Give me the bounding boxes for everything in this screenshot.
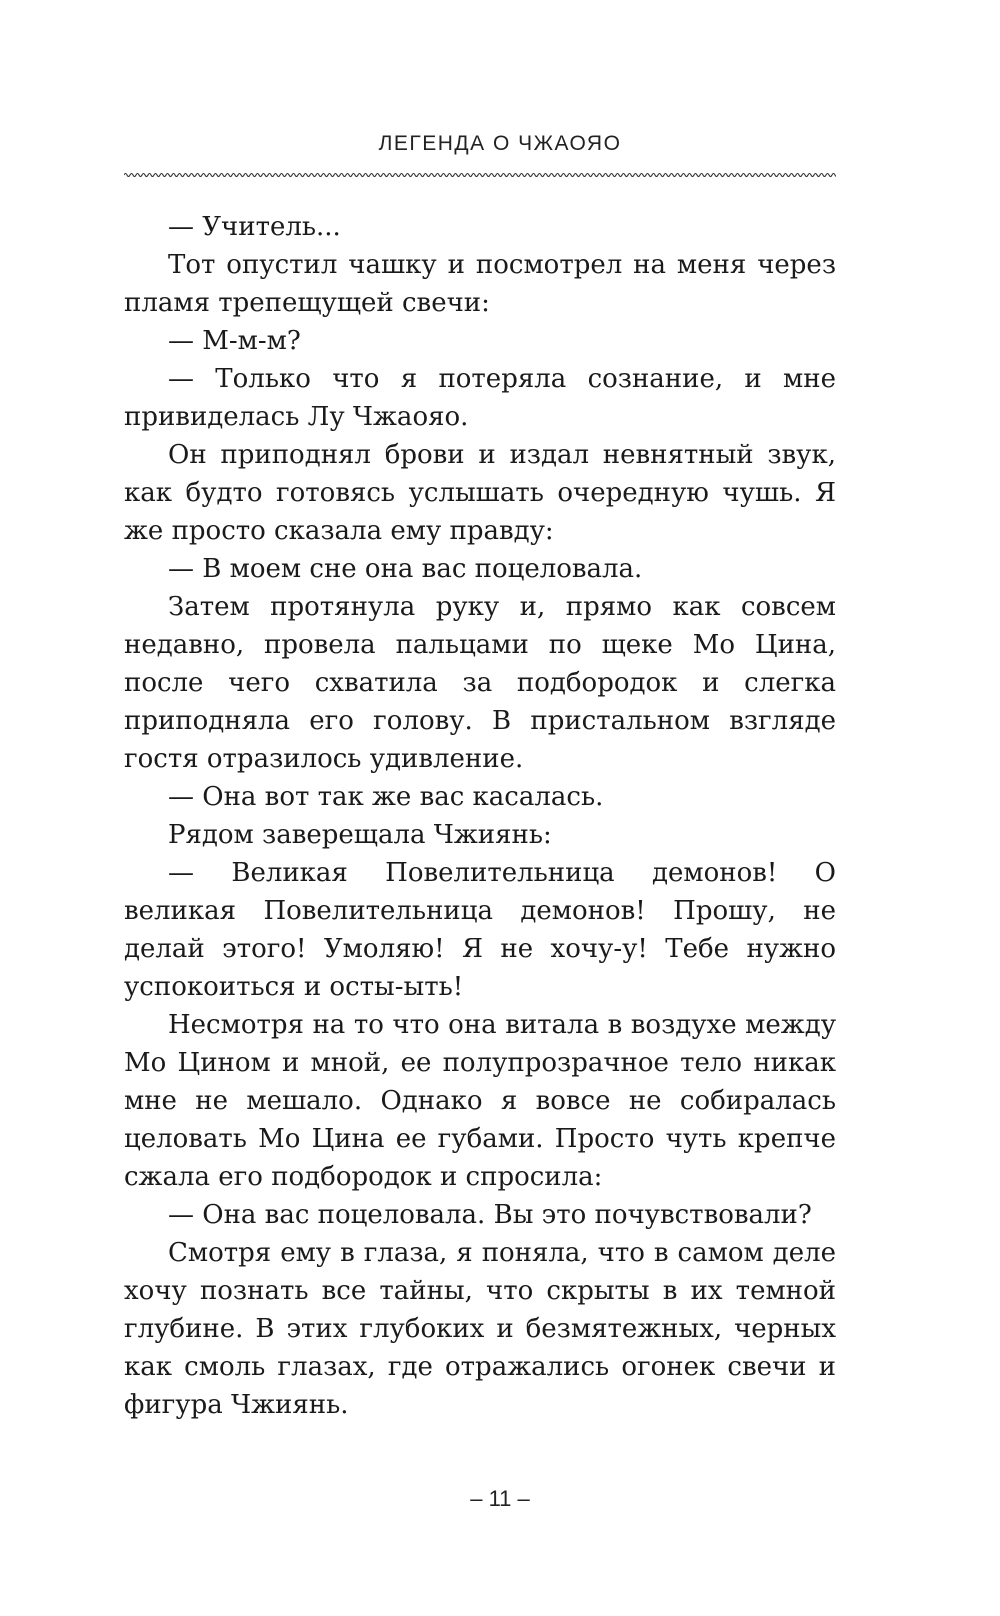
paragraph: — Учитель... [168,212,341,242]
paragraph: — Только что я потеряла сознание, и мне привиделась Лу Чжаояо. [124,364,836,432]
paragraph: — Великая Повелительница демонов! О великая Повелительница демонов! Прошу, не делай этого! Умоляю! Я не хочу-у! Тебе нужно успокоиться и осты-ыть! [124,858,836,1002]
paragraph: — Она вас поцеловала. Вы это почувствовали? [168,1200,812,1230]
page-number: – 11 – [470,1486,530,1511]
paragraph: Несмотря на то что она витала в воздухе между Мо Цином и мной, ее полупрозрачное тело никак мне не мешало. Однако я вовсе не собиралась целовать Мо Цина ее губами. Просто чуть крепче сжала его подбородок и спросила: [124,1010,836,1192]
wavy-rule-ornament [124,170,836,180]
paragraph: Затем протянула руку и, прямо как совсем недавно, провела пальцами по щеке Мо Цина, после чего схватила за подбородок и слегка приподняла его голову. В пристальном взгляде гостя отразилось удивление. [124,592,836,774]
paragraph: Он приподнял брови и издал невнятный звук, как будто готовясь услышать очередную чушь. Я же просто сказала ему правду: [124,440,836,546]
paragraph: — Она вот так же вас касалась. [168,782,604,812]
paragraph: Смотря ему в глаза, я поняла, что в самом деле хочу познать все тайны, что скрыты в их темной глубине. В этих глубоких и безмятежных, черных как смоль глазах, где отражались огонек свечи и фигура Чжиянь. [124,1238,836,1420]
running-head: ЛЕГЕНДА О ЧЖАОЯО [378,132,622,155]
paragraph: Рядом заверещала Чжиянь: [168,820,552,850]
paragraph: — В моем сне она вас поцеловала. [168,554,643,584]
paragraph: — М-м-м? [168,326,301,356]
body-text [124,208,836,1424]
paragraph: Тот опустил чашку и посмотрел на меня через пламя трепещущей свечи: [124,250,836,318]
